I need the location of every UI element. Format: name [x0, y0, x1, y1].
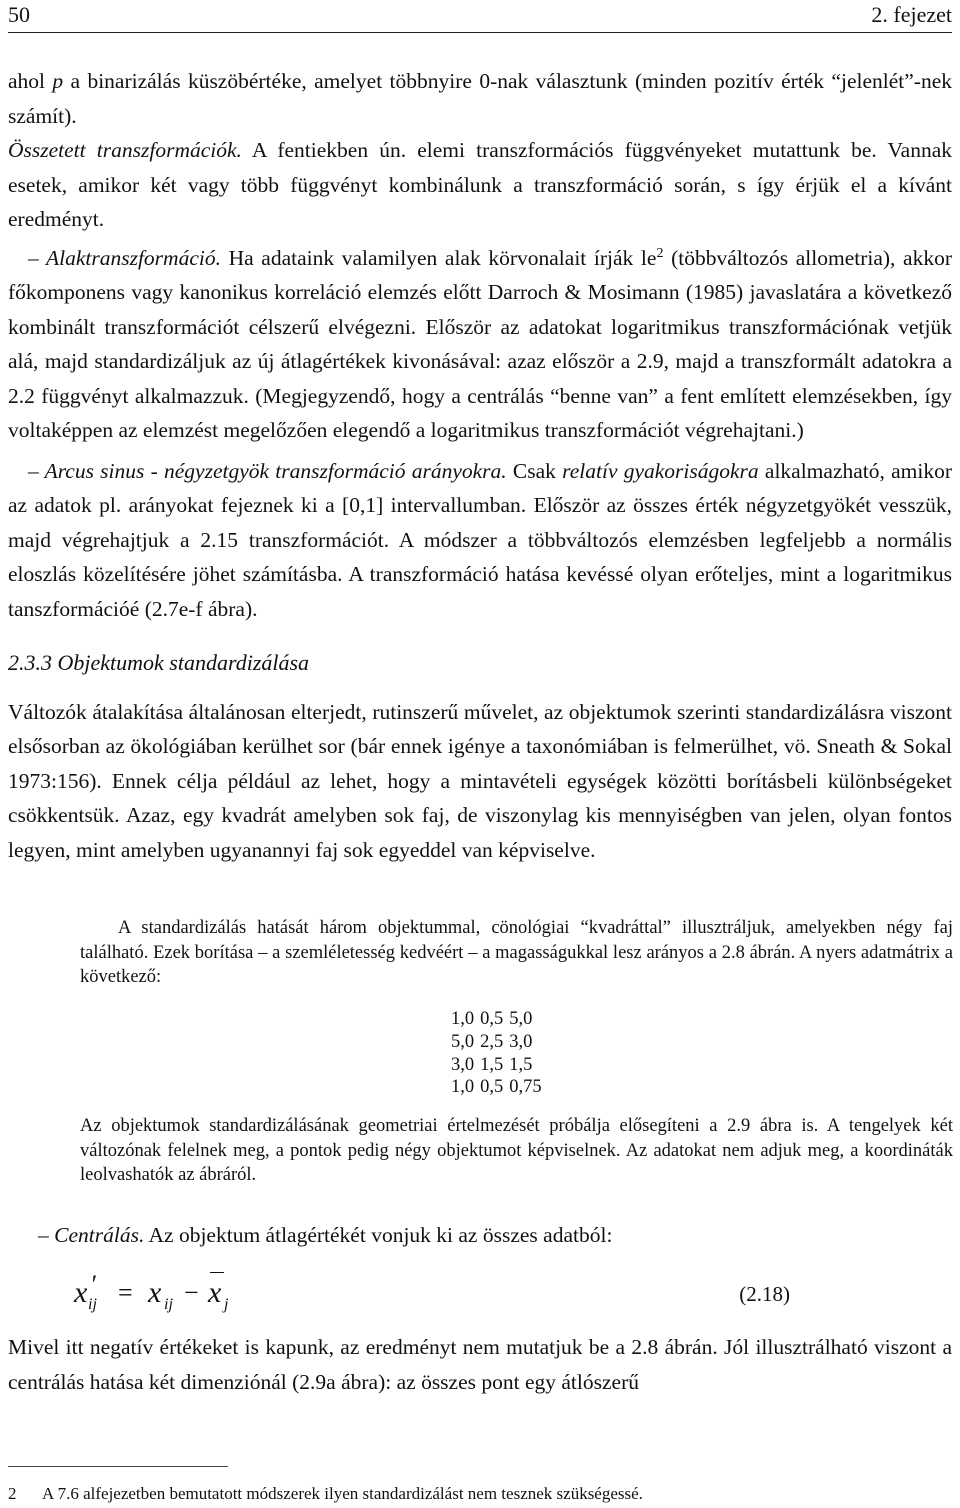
text-block: Az objektumok standardizálásának geometriai értelmezését próbálja elősegíteni a 2.9 ábra is. A tengelyek két változónak felelnek meg, a pontok pedig négy objektumot képviselnek. Az adatokat nem adjuk meg, a koordináták leolvashatók az ábráról.	[80, 1116, 953, 1185]
term-shape-transform: – Alaktranszformáció.	[28, 245, 221, 270]
formula-lhs-subscript: ij	[88, 1296, 97, 1313]
paragraph-composite	[8, 133, 952, 237]
text-span: alkalmazható, amikor az adatok pl. arányokat fejeznek ki a [0,1] intervallumban. Először az összes érték négyzetgyökét vesszük, majd végrehajtjuk a 2.15 transzformációt. A módszer a többváltozós elemzésben legfeljebb a normális eloszlás közelítésére jöhet számításba. A transzformáció hatása kevéssé olyan erőteljes, mint a logaritmikus tanszformációé (2.7e-f ábra).	[8, 458, 953, 621]
text-span: Ha adataink valamilyen alak körvonalait írják le	[220, 245, 657, 270]
equation-2-18	[60, 1270, 790, 1316]
formula-x: x	[148, 1276, 162, 1309]
text-span: A fentiekben ún. elemi transzformációs függvényeket mutattunk be. Vannak esetek, amikor két vagy több függvényt kombinálunk a transzformáció során, s így érjük el a kívánt eredményt.	[8, 138, 952, 231]
formula-prime: ′	[90, 1270, 96, 1299]
matrix-cell: 0,5	[480, 1077, 504, 1098]
variable-p: p	[52, 69, 64, 93]
paragraph-threshold	[8, 64, 952, 133]
geometry-paragraph	[80, 1114, 953, 1188]
formula-overline	[210, 1272, 224, 1273]
matrix-cell: 0,75	[509, 1077, 542, 1098]
paragraph-shape-transform	[8, 241, 952, 448]
matrix-cell: 3,0	[451, 1054, 475, 1075]
formula-x-subscript: ij	[164, 1296, 173, 1313]
formula-minus: −	[184, 1278, 199, 1307]
matrix-cell: 5,0	[509, 1009, 533, 1029]
matrix-cell: 1,5	[480, 1054, 504, 1075]
closing-block	[8, 1330, 952, 1399]
footnote	[8, 1484, 643, 1504]
example-paragraph	[80, 916, 953, 990]
page-body	[8, 64, 952, 867]
footnote-text: A 7.6 alfejezetben bemutatott módszerek ilyen standardizálást nem tesznek szükségessé.	[42, 1484, 643, 1503]
text-span: a binarizálás küszöbértéke, amelyet többnyire 0-nak választunk (minden pozitív érték “jelenlét”-nek számít).	[8, 69, 952, 128]
matrix-row	[448, 1008, 545, 1031]
text-block: A standardizálás hatását három objektummal, cönológiai “kvadráttal” illusztráljuk, amelyekben négy faj található. Ezek borítása – a szemléletesség kedvéért – a magasságukkal lesz arányos a 2.8 ábrán. A nyers adatmátrix a következő:	[80, 918, 953, 987]
chapter-label: 2. fejezet	[871, 2, 952, 27]
formula-equals: =	[118, 1278, 133, 1307]
paragraph-closing: Mivel itt negatív értékeket is kapunk, az eredményt nem mutatjuk be a 2.8 ábrán. Jól illusztrálható viszont a centrálás hatása két dimenziónál (2.9a ábra): az összes pont egy átlószerű	[8, 1335, 952, 1394]
term-relative-freq: relatív gyakoriságokra	[562, 458, 759, 483]
matrix-row	[448, 1031, 545, 1054]
formula-xbar: x	[208, 1276, 222, 1309]
matrix-cell: 5,0	[451, 1031, 475, 1052]
term-arcsin: – Arcus sinus - négyzetgyök transzformáció arányokra.	[28, 458, 507, 483]
footnote-rule	[8, 1466, 228, 1467]
page-header	[8, 0, 952, 33]
term-centering: – Centrálás.	[38, 1223, 145, 1247]
footnote-ref: 2	[656, 245, 664, 261]
text-span: (többváltozós allometria), akkor főkomponens vagy kanonikus korreláció elemzés előtt Darroch & Mosimann (1985) javaslatára a következő kombinált transzformációt célszerű elvégezni. Először az adatokat logaritmikus transzformációnak vetjük alá, majd standardizáljuk az új átlagértékek kivonásával: azaz először a 2.9, majd a transzformált adatokra a 2.2 függvényt alkalmazzuk. (Megjegyzendő, hogy a centrálás “benne van” a fent említett elemzésekben, így voltaképpen az elemzést megelőzően elegendő a logaritmikus transzformációt végrehajtani.)	[8, 245, 952, 442]
matrix-cell: 3,0	[509, 1031, 533, 1052]
matrix-cell: 1,0	[451, 1077, 475, 1098]
matrix-cell: 1,0	[451, 1009, 475, 1029]
centering-block	[8, 1218, 952, 1253]
equation-number: (2.18)	[739, 1282, 790, 1306]
paragraph-arcsin	[8, 454, 952, 627]
data-matrix	[448, 1008, 545, 1099]
section-heading: 2.3.3 Objektumok standardizálása	[8, 650, 310, 675]
matrix-cell: 0,5	[480, 1009, 504, 1029]
paragraph-standardization: Változók átalakítása általánosan elterjedt, rutinszerű művelet, az objektumok szerinti standardizálásra viszont elsősorban az ökológiában kerülhet sor (bár ennek igénye a taxonómiában is felmerülhet, vö. Sneath & Sokal 1973:156). Ennek célja például az lehet, hogy a mintavételi egységek közötti borításbeli különbségeket csökkentsük. Azaz, egy kvadrát amelyben sok faj, de viszonylag kis mennyiségben van jelen, olyan fontos legyen, mint amelyben ugyanannyi faj sok egyeddel van képviselve.	[8, 699, 952, 862]
text-span: Csak	[506, 458, 563, 483]
paragraph-centering	[8, 1218, 952, 1253]
formula-lhs: x	[74, 1276, 88, 1309]
matrix-row	[448, 1054, 545, 1077]
text-span: Az objektum átlagértékét vonjuk ki az összes adatból:	[144, 1223, 613, 1247]
formula-xbar-subscript: j	[224, 1296, 229, 1313]
footnote-number: 2	[8, 1484, 17, 1503]
matrix-cell: 1,5	[509, 1054, 533, 1075]
term-composite: Összetett transzformációk.	[8, 138, 242, 162]
matrix-cell: 2,5	[480, 1031, 504, 1052]
matrix-row	[448, 1076, 545, 1099]
page-number: 50	[8, 2, 30, 27]
text-span: ahol	[8, 69, 53, 93]
